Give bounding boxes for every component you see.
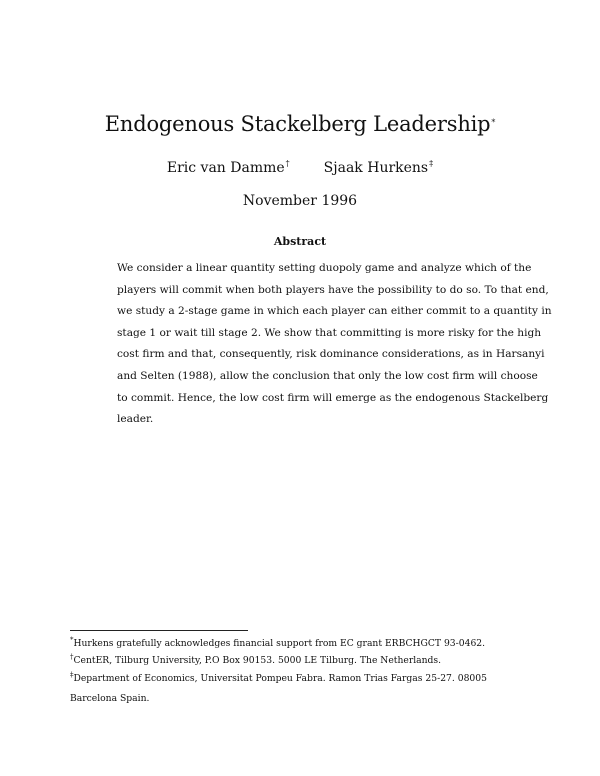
footnote-mark: ‡	[70, 671, 74, 679]
author-1-name: Eric van Damme	[166, 160, 285, 176]
author-2-name: Sjaak Hurkens	[323, 160, 429, 176]
footnote-funding	[70, 638, 510, 650]
abstract-line: we study a 2-stage game in which each player can either commit to a quantity in	[117, 305, 552, 318]
abstract-line: stage 1 or wait till stage 2. We show that committing is more risky for the high	[117, 326, 542, 339]
paper-title	[0, 110, 600, 138]
publication-date: November 1996	[242, 193, 358, 209]
abstract-line: cost firm and that, consequently, risk dominance considerations, as in Harsanyi	[117, 348, 545, 361]
author-1-footnote-mark: †	[285, 159, 290, 168]
author-list	[0, 158, 600, 178]
footnote-text: CentER, Tilburg University, P.O Box 90153. 5000 LE Tilburg. The Netherlands.	[73, 655, 442, 666]
author-2	[324, 158, 433, 178]
footnote-text: Department of Economics, Universitat Pompeu Fabra. Ramon Trias Fargas 25-27. 08005 Barcelona Spain.	[70, 673, 487, 704]
author-1	[167, 158, 290, 178]
footnote-affiliation-1	[70, 655, 510, 667]
author-2-footnote-mark: ‡	[429, 159, 434, 168]
title-text: Endogenous Stackelberg Leadership	[104, 112, 491, 136]
abstract-line: players will commit when both players have the possibility to do so. To that end,	[117, 283, 549, 296]
title-footnote-mark: *	[491, 118, 496, 127]
abstract-line: We consider a linear quantity setting duopoly game and analyze which of the	[117, 262, 532, 274]
abstract-line: leader.	[117, 413, 154, 426]
footnote-affiliation-2	[70, 669, 510, 709]
abstract-body	[117, 258, 552, 431]
abstract-line: to commit. Hence, the low cost firm will emerge as the endogenous Stackelberg	[117, 391, 549, 404]
footnote-text: Hurkens gratefully acknowledges financial support from EC grant ERBCHGCT 93-0462.	[73, 638, 486, 649]
footnotes	[70, 638, 510, 714]
footnote-mark: *	[70, 636, 74, 644]
abstract-heading: Abstract	[273, 235, 327, 248]
abstract-line: and Selten (1988), allow the conclusion that only the low cost firm will choose	[117, 369, 538, 382]
footnote-separator	[70, 630, 248, 631]
footnote-mark: †	[70, 653, 74, 661]
